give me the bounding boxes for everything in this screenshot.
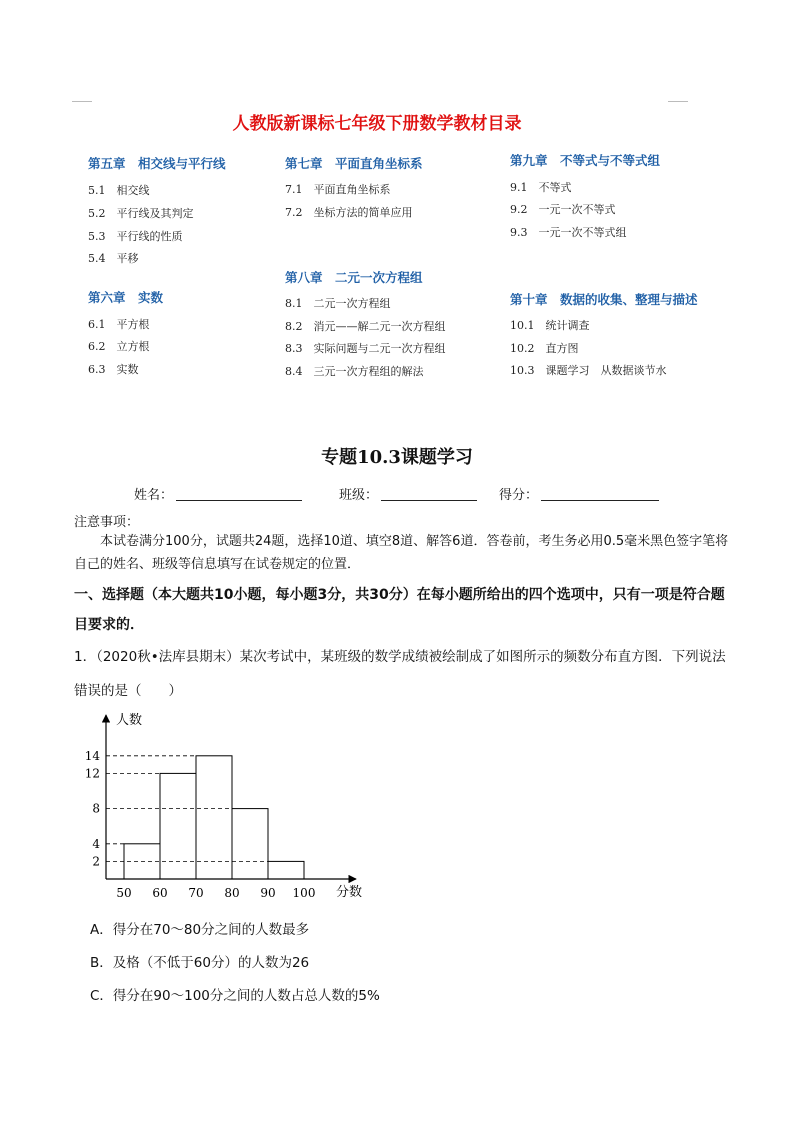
question-1 [74,640,734,708]
histogram-bar-90-100 [268,861,304,879]
question-number: 1． [74,649,97,665]
name-field[interactable] [176,500,302,501]
section-5-1: 5.1 相交线 [88,184,150,197]
section-10-2: 10.2 直方图 [510,342,579,355]
chapter-10-title: 第十章 数据的收集、整理与描述 [510,292,698,307]
score-field[interactable] [541,500,659,501]
section-9-3: 9.3 一元一次不等式组 [510,226,627,239]
chapter-5-title: 第五章 相交线与平行线 [88,156,226,171]
corner-mark-right [668,101,688,102]
option-c[interactable]: C．得分在90～100分之间的人数占总人数的5% [90,988,380,1004]
y-tick-label-8: 8 [92,801,100,816]
section-9-1: 9.1 不等式 [510,181,572,194]
y-tick-label-4: 4 [92,836,100,851]
class-label: 班级： [339,488,379,503]
part-one-heading: 一、选择题（本大题共10小题，每小题3分，共30分）在每小题所给出的四个选项中，只有一项是符合题目要求的． [74,587,725,633]
class-field[interactable] [381,500,477,501]
histogram-bar-80-90 [232,809,268,879]
section-5-4: 5.4 平移 [88,252,139,265]
score-label: 得分： [499,488,539,503]
notes-heading: 注意事项： [74,515,140,530]
toc-title: 人教版新课标七年级下册数学教材目录 [232,114,522,134]
section-6-2: 6.2 立方根 [88,340,150,353]
section-10-1: 10.1 统计调查 [510,319,590,332]
y-axis-label: 人数 [116,713,143,728]
x-tick-label-90: 90 [260,886,276,900]
option-a[interactable]: A．得分在70～80分之间的人数最多 [90,922,310,938]
histogram-bar-70-80 [196,756,232,879]
section-8-2: 8.2 消元——解二元一次方程组 [285,320,446,333]
x-tick-label-50: 50 [116,886,132,900]
section-8-4: 8.4 三元一次方程组的解法 [285,365,424,378]
name-label: 姓名： [134,488,174,503]
section-5-2: 5.2 平行线及其判定 [88,207,194,220]
x-tick-label-70: 70 [188,886,204,900]
x-tick-label-100: 100 [292,886,316,900]
x-tick-label-60: 60 [152,886,168,900]
x-axis-label: 分数 [336,885,363,900]
chapter-8-title: 第八章 二元一次方程组 [285,270,423,285]
notes-body: 本试卷满分100分，试题共24题，选择10道、填空8道、解答6道．答卷前，考生务必用0.5毫米黑色签字笔将自己的姓名、班级等信息填写在试卷规定的位置． [74,534,729,572]
frequency-histogram [80,705,380,905]
section-6-1: 6.1 平方根 [88,318,150,331]
x-tick-label-80: 80 [224,886,240,900]
histogram-bar-60-70 [160,773,196,879]
question-text: （2020秋•法库县期末）某次考试中，某班级的数学成绩被绘制成了如图所示的频数分布直方图．下列说法错误的是（ ） [74,649,726,699]
section-5-3: 5.3 平行线的性质 [88,230,183,243]
section-9-2: 9.2 一元一次不等式 [510,203,616,216]
option-b[interactable]: B．及格（不低于60分）的人数为26 [90,955,310,971]
y-tick-label-12: 12 [84,766,100,781]
chapter-9-title: 第九章 不等式与不等式组 [510,153,661,168]
chapter-6-title: 第六章 实数 [88,290,164,305]
y-tick-label-14: 14 [84,748,100,763]
chapter-7-title: 第七章 平面直角坐标系 [285,156,423,171]
section-8-1: 8.1 二元一次方程组 [285,297,391,310]
corner-mark-left [72,101,92,102]
topic-title: 专题10.3课题学习 [321,447,473,468]
section-8-3: 8.3 实际问题与二元一次方程组 [285,342,446,355]
section-7-1: 7.1 平面直角坐标系 [285,183,391,196]
section-6-3: 6.3 实数 [88,363,139,376]
y-tick-label-2: 2 [92,854,100,869]
section-10-3: 10.3 课题学习 从数据谈节水 [510,364,667,377]
section-7-2: 7.2 坐标方法的简单应用 [285,206,413,219]
